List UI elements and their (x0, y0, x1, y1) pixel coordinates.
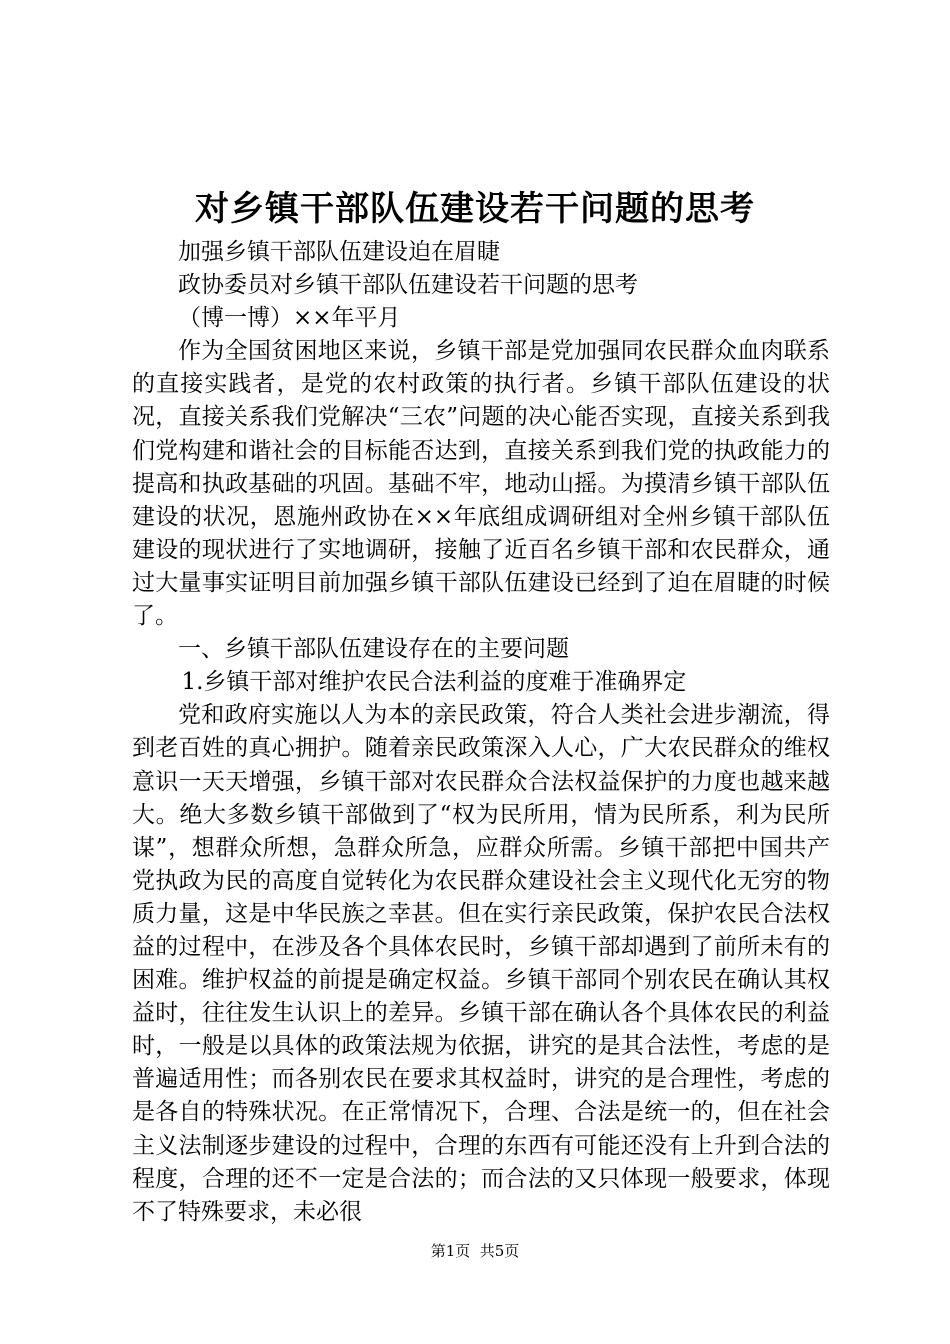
paragraph-subtitle-1: 加强乡镇干部队伍建设迫在眉睫 (178, 239, 500, 265)
document-body (132, 236, 830, 1229)
page-footer: 第1页 共5页 (430, 1242, 520, 1260)
section-heading-1: 一、乡镇干部队伍建设存在的主要问题 (178, 636, 569, 663)
paragraph-body-1: 党和政府实施以人为本的亲民政策，符合人类社会进步潮流，得到老百姓的真心拥护。随着亲民政策深入人心，广大农民群众的维权意识一天天增强，乡镇干部对农民群众合法权益保护的力度也越来越大。绝大多数乡镇干部做到了“权为民所用，情为民所系，利为民所谋”，想群众所想，急群众所急，应群众所需。乡镇干部把中国共产党执政为民的高度自觉转化为农民群众建设社会主义现代化无穷的物质力量，这是中华民族之幸甚。但在实行亲民政策，保护农民合法权益的过程中，在涉及各个具体农民时，乡镇干部却遇到了前所未有的困难。维护权益的前提是确定权益。乡镇干部同个别农民在确认其权益时，往往发生认识上的差异。乡镇干部在确认各个具体农民的利益时，一般是以具体的政策法规为依据，讲究的是其合法性，考虑的是普遍适用性；而各别农民在要求其权益时，讲究的是合理性，考虑的是各自的特殊状况。在正常情况下，合理、合法是统一的，但在社会主义法制逐步建设的过程中，合理的东西有可能还没有上升到合法的程度，合理的还不一定是合法的；而合法的又只体现一般要求，体现不了特殊要求，未必很 (132, 702, 830, 1225)
paragraph-author-date: （博一博）××年平月 (178, 305, 401, 332)
subsection-heading-1: 1.乡镇干部对维护农民合法利益的度难于准确界定 (181, 669, 687, 696)
document-title: 对乡镇干部队伍建设若干问题的思考 (195, 189, 755, 229)
paragraph-intro: 作为全国贫困地区来说，乡镇干部是党加强同农民群众血肉联系的直接实践者，是党的农村政策的执行者。乡镇干部队伍建设的状况，直接关系我们党解决“三农”问题的决心能否实现，直接关系到我们党构建和谐社会的目标能否达到，直接关系到我们党的执政能力的提高和执政基础的巩固。基础不牢，地动山摇。为摸清乡镇干部队伍建设的状况，恩施州政协在××年底组成调研组对全州乡镇干部队伍建设的现状进行了实地调研，接触了近百名乡镇干部和农民群众，通过大量事实证明目前加强乡镇干部队伍建设已经到了迫在眉睫的时候了。 (132, 338, 830, 630)
paragraph-subtitle-2: 政协委员对乡镇干部队伍建设若干问题的思考 (178, 272, 638, 299)
